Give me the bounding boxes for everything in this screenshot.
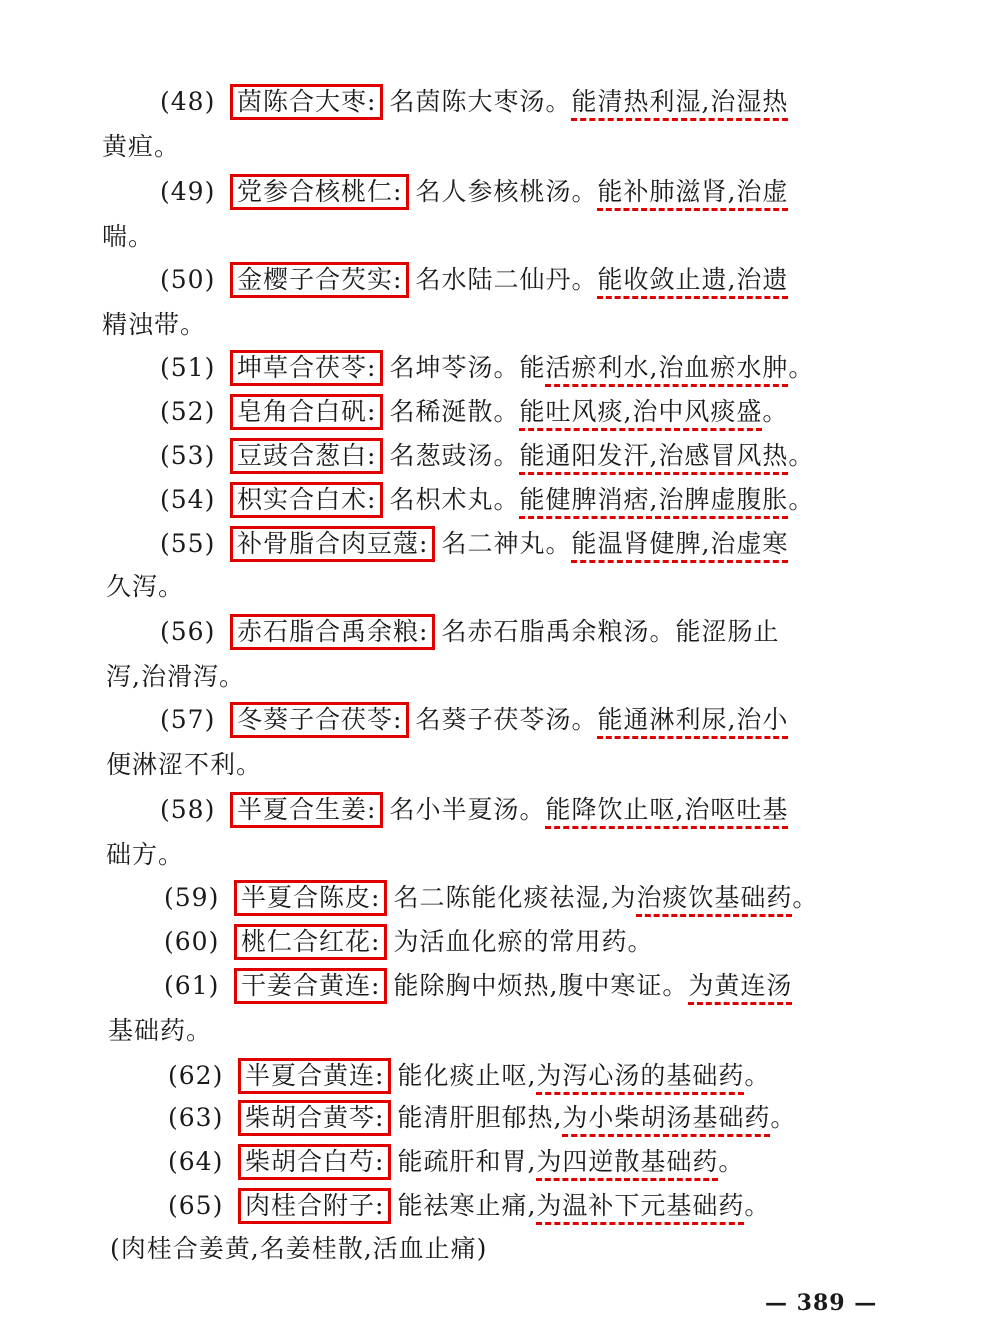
tail-text: 。 [788,353,815,382]
entry-53 [160,438,814,474]
entry-50-continuation: 精浊带。 [102,310,207,339]
herb-pair-box: 柴胡合黄芩: [238,1100,391,1136]
herb-pair-box: 枳实合白术: [230,482,383,518]
entry-48 [160,84,788,120]
entry-number: (65) [168,1191,224,1220]
formula-text: 名茵陈大枣汤。 [389,87,572,116]
entry-number: (54) [160,485,216,514]
entry-number: (63) [168,1103,224,1132]
tail-text: 。 [788,485,815,514]
herb-pair-box: 冬葵子合茯苓: [230,702,409,738]
tail-text: 。 [788,441,815,470]
tail-text: 。 [792,883,819,912]
entry-number: (58) [160,795,216,824]
tail-text: 。 [770,1103,797,1132]
tail-text: 。 [744,1061,771,1090]
entry-55-continuation: 久泻。 [106,572,185,601]
formula-text: 能化痰止呕, [397,1061,537,1090]
formula-text: 名二陈能化痰祛湿,为 [393,883,637,912]
herb-pair-box: 半夏合生姜: [230,792,383,828]
herb-pair-box: 皂角合白矾: [230,394,383,430]
entry-48-continuation: 黄疸。 [102,132,181,161]
entry-54 [160,482,814,518]
entry-65 [168,1188,770,1224]
entry-number: (59) [164,883,220,912]
entry-number: (60) [164,927,220,956]
formula-text: 名小半夏汤。 [389,795,546,824]
entry-59 [164,880,818,916]
entry-number: (48) [160,87,216,116]
formula-text: 名葵子茯苓汤。 [415,705,598,734]
entry-57-continuation: 便淋涩不利。 [106,750,263,779]
formula-text: 名赤石脂禹余粮汤。能涩肠止 [441,617,780,646]
herb-pair-box: 茵陈合大枣: [230,84,383,120]
herb-pair-box: 干姜合黄连: [234,968,387,1004]
entry-number: (64) [168,1147,224,1176]
effect-underline: 能收敛止遗,治遗 [597,265,788,299]
formula-text: 能清肝胆郁热, [397,1103,563,1132]
herb-pair-box: 补骨脂合肉豆蔻: [230,526,435,562]
formula-text: 为活血化瘀的常用药。 [393,927,654,956]
herb-pair-box: 半夏合陈皮: [234,880,387,916]
effect-underline: 为小柴胡汤基础药 [562,1103,770,1137]
entry-55 [160,526,788,562]
tail-text: 。 [744,1191,771,1220]
herb-pair-box: 党参合核桃仁: [230,174,409,210]
herb-pair-box: 半夏合黄连: [238,1058,391,1094]
formula-text: 名葱豉汤。 [389,441,520,470]
effect-underline: 能通淋利尿,治小 [597,705,788,739]
effect-underline: 活瘀利水,治血瘀水肿 [545,353,788,387]
entry-number: (57) [160,705,216,734]
tail-text: 。 [762,397,789,426]
entry-61 [164,968,792,1004]
formula-text: 名二神丸。 [441,529,572,558]
page-number: — 389 — [765,1290,878,1316]
parenthetical-note: (肉桂合姜黄,名姜桂散,活血止痛) [110,1234,488,1263]
entry-62 [168,1058,770,1094]
entry-49 [160,174,788,210]
entry-52 [160,394,788,430]
entry-number: (53) [160,441,216,470]
effect-underline: 能通阳发汗,治感冒风热 [519,441,788,475]
herb-pair-box: 桃仁合红花: [234,924,387,960]
effect-underline: 能健脾消痞,治脾虚腹胀 [519,485,788,519]
entry-number: (56) [160,617,216,646]
herb-pair-box: 豆豉合葱白: [230,438,383,474]
effect-underline: 为温补下元基础药 [536,1191,744,1225]
entry-58 [160,792,788,828]
formula-text: 名枳术丸。 [389,485,520,514]
formula-text: 名坤苓汤。能 [389,353,546,382]
herb-pair-box: 肉桂合附子: [238,1188,391,1224]
formula-text: 能祛寒止痛, [397,1191,537,1220]
herb-pair-box: 坤草合茯苓: [230,350,383,386]
entry-64 [168,1144,744,1180]
herb-pair-box: 金樱子合芡实: [230,262,409,298]
entry-number: (55) [160,529,216,558]
effect-underline: 能温肾健脾,治虚寒 [571,529,788,563]
entry-57 [160,702,788,738]
entry-60 [164,924,653,960]
effect-underline: 治痰饮基础药 [636,883,792,917]
entry-56 [160,614,779,650]
effect-underline: 能补肺滋肾,治虚 [597,177,788,211]
effect-underline: 能降饮止呕,治呕吐基 [545,795,788,829]
effect-underline: 为黄连汤 [688,971,792,1005]
entry-number: (52) [160,397,216,426]
effect-underline: 为泻心汤的基础药 [536,1061,744,1095]
entry-number: (62) [168,1061,224,1090]
entry-number: (51) [160,353,216,382]
formula-text: 名人参核桃汤。 [415,177,598,206]
entry-58-continuation: 础方。 [106,840,185,869]
effect-underline: 为四逆散基础药 [536,1147,718,1181]
effect-underline: 能吐风痰,治中风痰盛 [519,397,762,431]
herb-pair-box: 柴胡合白芍: [238,1144,391,1180]
herb-pair-box: 赤石脂合禹余粮: [230,614,435,650]
entry-number: (49) [160,177,216,206]
tail-text: 。 [718,1147,745,1176]
formula-text: 名水陆二仙丹。 [415,265,598,294]
entry-number: (50) [160,265,216,294]
formula-text: 名稀涎散。 [389,397,520,426]
entry-number: (61) [164,971,220,1000]
entry-61-continuation: 基础药。 [108,1016,213,1045]
entry-63 [168,1100,796,1136]
entry-49-continuation: 喘。 [102,222,155,251]
entry-56-continuation: 泻,治滑泻。 [106,662,245,691]
formula-text: 能疏肝和胃, [397,1147,537,1176]
formula-text: 能除胸中烦热,腹中寒证。 [393,971,689,1000]
entry-51 [160,350,814,386]
entry-50 [160,262,788,298]
effect-underline: 能清热利湿,治湿热 [571,87,788,121]
